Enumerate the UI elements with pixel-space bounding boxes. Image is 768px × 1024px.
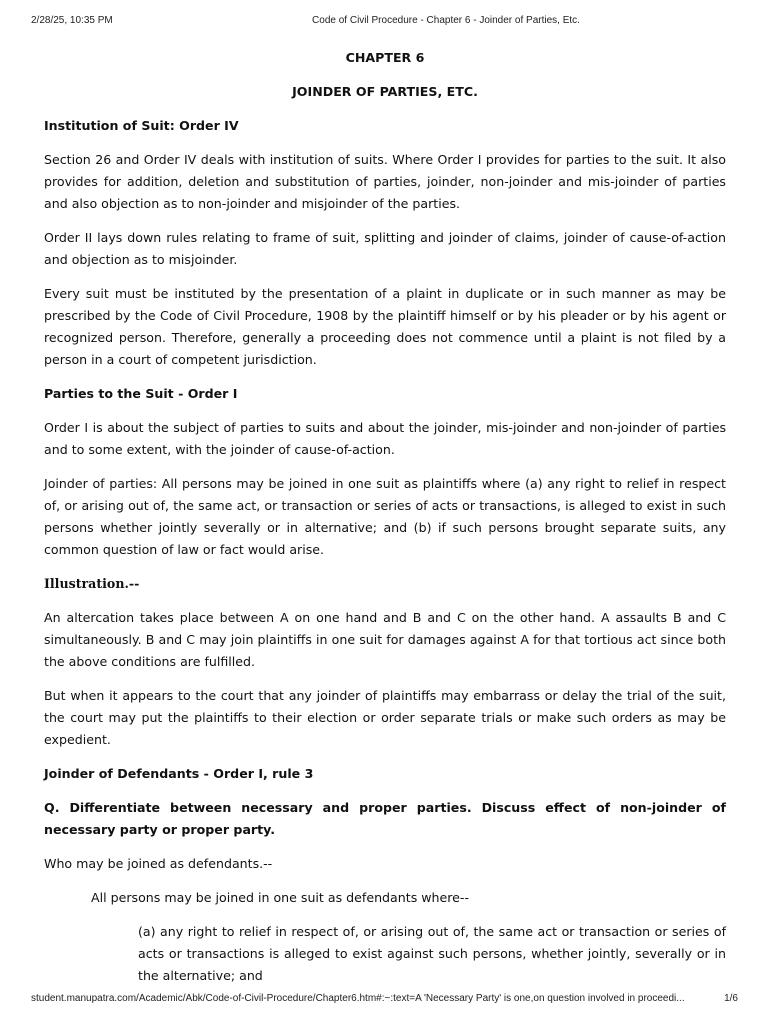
paragraph: But when it appears to the court that any joinder of plaintiffs may embarrass or delay the trial of the suit, the court may put the plaintiffs to their election or order separate trials or make such orders as may be expedient.	[44, 688, 726, 747]
paragraph: Every suit must be instituted by the presentation of a plaint in duplicate or in such manner as may be prescribed by the Code of Civil Procedure, 1908 by the plaintiff himself or by his pleader or by his agent or recognized person. Therefore, generally a proceeding does not commence until a plaint is not filed by a person in a court of competent jurisdiction.	[44, 286, 726, 367]
print-header	[0, 15, 768, 29]
section-heading-illustration: Illustration.--	[44, 576, 140, 591]
paragraph: An altercation takes place between A on one hand and B and C on the other hand. A assaults B and C simultaneously. B and C may join plaintiffs in one suit for damages against A for that tortious act since both the above conditions are fulfilled.	[44, 610, 726, 669]
section-heading-defendants: Joinder of Defendants - Order I, rule 3	[44, 766, 314, 781]
chapter-title: JOINDER OF PARTIES, ETC.	[292, 84, 478, 99]
paragraph: Order I is about the subject of parties to suits and about the joinder, mis-joinder and non-joinder of parties and to some extent, with the joinder of cause-of-action.	[44, 420, 726, 457]
print-footer	[0, 993, 768, 1007]
page-number: 1/6	[724, 993, 738, 1004]
section-heading-parties: Parties to the Suit - Order I	[44, 386, 238, 401]
paragraph: Who may be joined as defendants.--	[44, 856, 273, 871]
print-datetime: 2/28/25, 10:35 PM	[31, 15, 113, 26]
paragraph: Joinder of parties: All persons may be joined in one suit as plaintiffs where (a) any right to relief in respect of, or arising out of, the same act, or transaction or series of acts or transactions, is alleged to exist in such persons whether jointly severally or in alternative; and (b) if such persons brought separate suits, any common question of law or fact would arise.	[44, 476, 726, 557]
paragraph: Section 26 and Order IV deals with institution of suits. Where Order I provides for parties to the suit. It also provides for addition, deletion and substitution of parties, joinder, non-joinder and mis-joinder of parties and also objection as to non-joinder and misjoinder of the parties.	[44, 152, 726, 211]
paragraph: Order II lays down rules relating to frame of suit, splitting and joinder of claims, joinder of cause-of-action and objection as to misjoinder.	[44, 230, 726, 267]
question-paragraph: Q. Differentiate between necessary and proper parties. Discuss effect of non-joinder of necessary party or proper party.	[44, 800, 726, 837]
print-url: student.manupatra.com/Academic/Abk/Code-of-Civil-Procedure/Chapter6.htm#:~:text=A 'Necessary Party' is one,on question involved in proceedi...	[31, 993, 685, 1004]
document-body	[44, 47, 726, 999]
print-page-title: Code of Civil Procedure - Chapter 6 - Joinder of Parties, Etc.	[312, 15, 580, 26]
clause-paragraph: (a) any right to relief in respect of, or arising out of, the same act or transaction or series of acts or transactions is alleged to exist against such persons, whether jointly, severally or in the alternative; and	[138, 924, 726, 983]
chapter-heading: CHAPTER 6	[345, 50, 425, 65]
indented-paragraph: All persons may be joined in one suit as defendants where--	[91, 890, 470, 905]
section-heading-institution: Institution of Suit: Order IV	[44, 118, 239, 133]
